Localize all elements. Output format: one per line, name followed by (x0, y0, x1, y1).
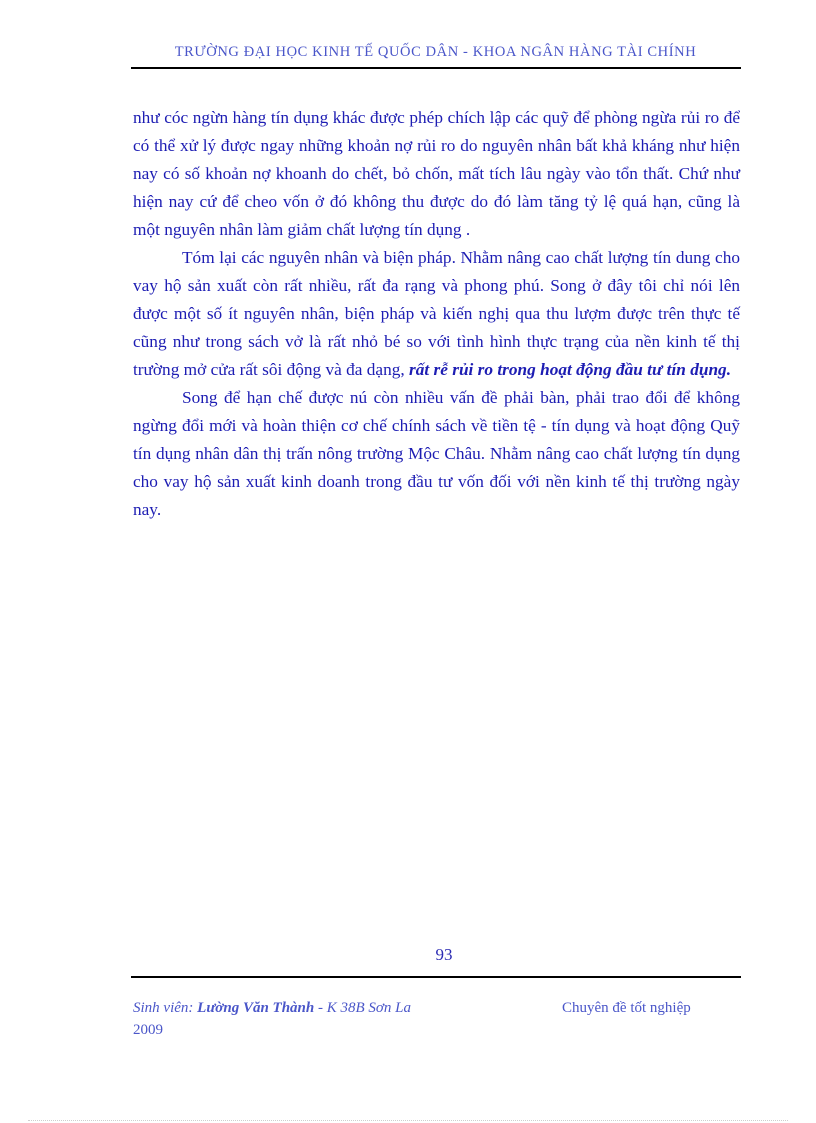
document-body (133, 104, 740, 524)
paragraph-2-text: Tóm lại các nguyên nhân và biện pháp. Nhằm nâng cao chất lượng tín dung cho vay hộ sản xuất còn rất nhiều, rất đa rạng và phong phú. Song ở đây tôi chỉ nói lên được một số ít nguyên nhân, biện pháp và kiến nghị qua thu lượm được trên thực tế cũng như trong sách vở là rất nhỏ bé so với tình hình thực trạng của nền kinh tế thị trường mở cửa rất sôi động và đa dạng, (133, 248, 740, 379)
header-divider (131, 67, 741, 69)
paragraph-2 (133, 244, 740, 384)
author-line (133, 997, 493, 1019)
footer-author (133, 997, 493, 1041)
page-number: 93 (435, 945, 453, 964)
student-name: Lường Văn Thành (197, 1000, 315, 1016)
thesis-label: Chuyên đề tốt nghiệp (562, 1000, 691, 1016)
student-label: Sinh viên: (133, 1000, 194, 1016)
paragraph-1: như cóc ngừn hàng tín dụng khác được phép chích lập các quỹ để phòng ngừa rủi ro để có thể xử lý được ngay những khoản nợ rủi ro do nguyên nhân bất khả kháng như hiện nay có số khoản nợ khoanh do chết, bỏ chốn, mất tích lâu ngày vào tổn thất. Chứ như hiện nay cứ để cheo vốn ở đó không thu được do đó làm tăng tỷ lệ quá hạn, cũng là một nguyên nhân làm giảm chất lượng tín dụng . (133, 108, 740, 239)
paragraph-2-emphasis: rất rễ rủi ro trong hoạt động đầu tư tín dụng. (409, 360, 732, 379)
student-class: - K 38B Sơn La (317, 1000, 411, 1016)
paragraph-3: Song để hạn chế được nú còn nhiều vấn đề phải bàn, phải trao đổi để không ngừng đổi mới và hoàn thiện cơ chế chính sách về tiền tệ - tín dụng và hoạt động Quỹ tín dụng nhân dân thị trấn nông trường Mộc Châu. Nhằm nâng cao chất lượng tín dụng cho vay hộ sản xuất kinh doanh trong đầu tư vốn đối với nền kinh tế thị trường ngày nay. (133, 388, 740, 519)
footer-year: 2009 (133, 1022, 163, 1038)
page-bottom-border (28, 1120, 788, 1121)
page-header: TRƯỜNG ĐẠI HỌC KINH TẾ QUỐC DÂN - KHOA NGÂN HÀNG TÀI CHÍNH (174, 44, 697, 60)
footer-divider (131, 976, 741, 978)
